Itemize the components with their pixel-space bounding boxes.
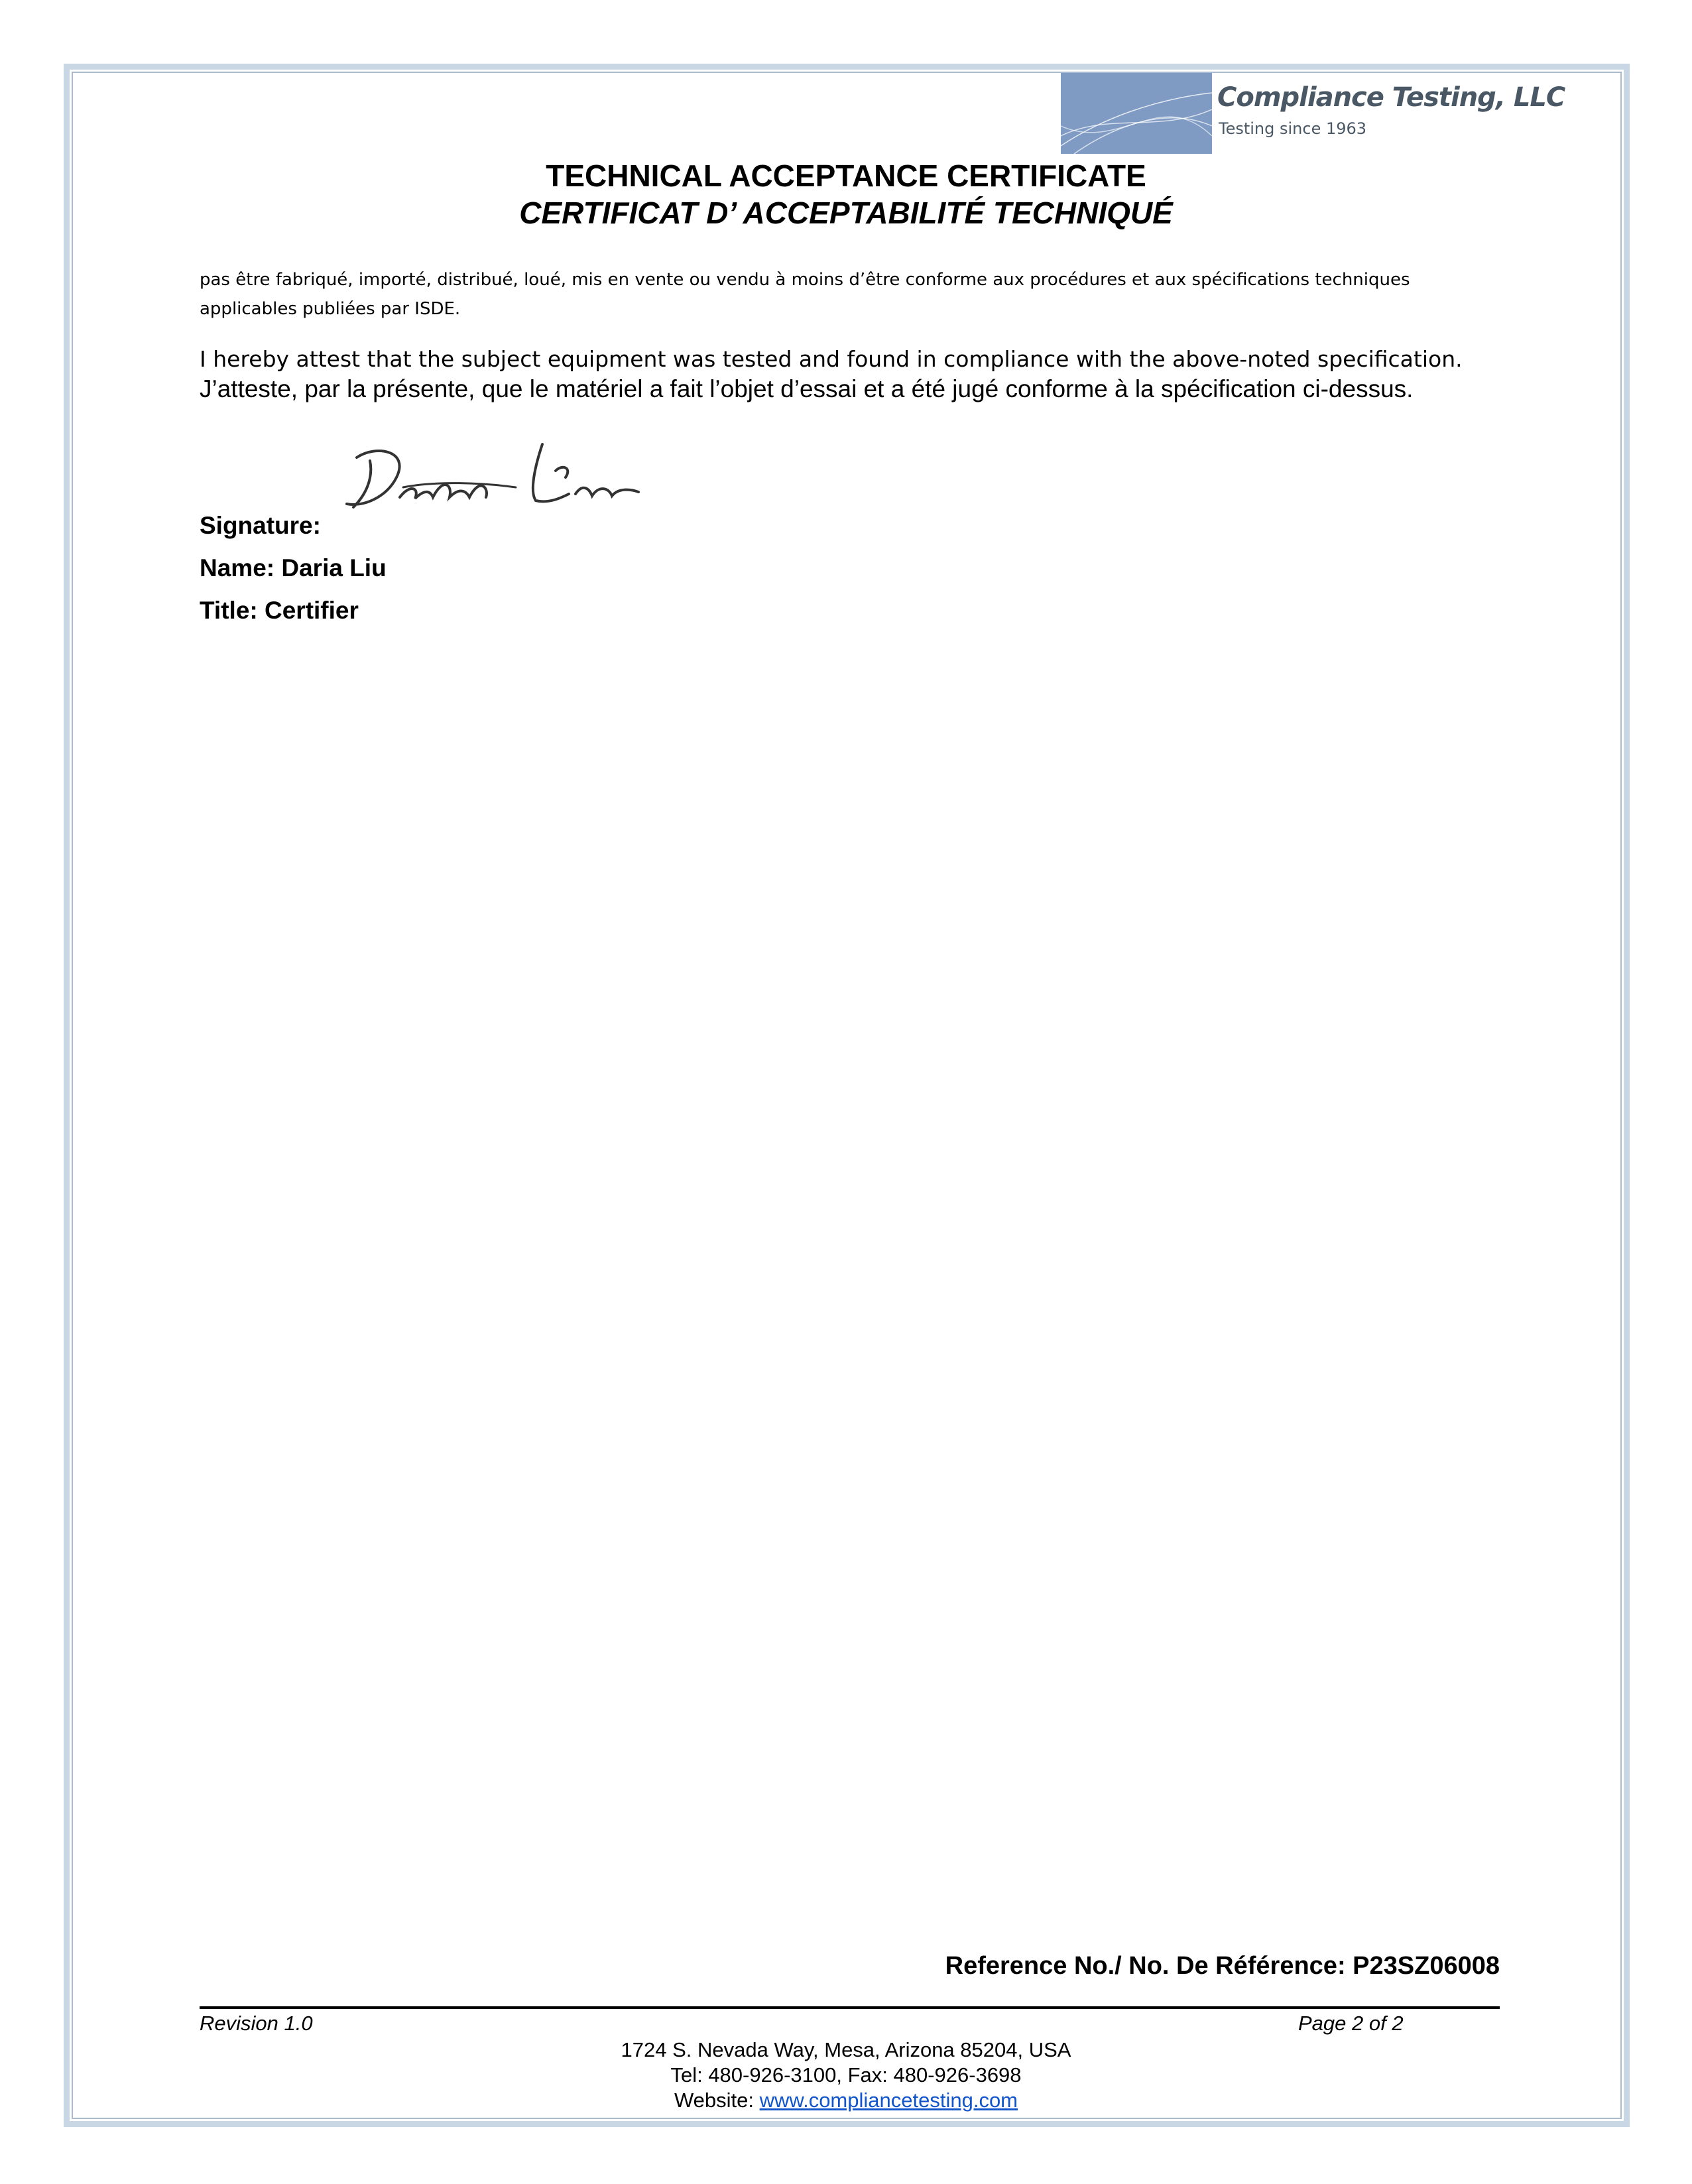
website-label: Website: — [674, 2089, 760, 2112]
footer-divider — [200, 2006, 1500, 2009]
company-name: Compliance Testing, LLC — [1217, 82, 1565, 113]
company-tagline: Testing since 1963 — [1219, 119, 1367, 138]
website-link[interactable]: www.compliancetesting.com — [759, 2089, 1018, 2112]
footer-address: 1724 S. Nevada Way, Mesa, Arizona 85204, USA — [621, 2038, 1071, 2061]
logo-graphic — [1061, 73, 1212, 154]
signatory-name: Name: Daria Liu — [200, 554, 387, 581]
attestation-fr: J’atteste, par la présente, que le matériel a fait l’objet d’essai et a été jugé conforme à la spécification ci-dessus. — [200, 375, 1414, 402]
page-number: Page 2 of 2 — [1298, 2012, 1404, 2035]
revision-label: Revision 1.0 — [200, 2012, 313, 2035]
signatory-title: Title: Certifier — [200, 597, 359, 624]
footer-website — [0, 2089, 1692, 2112]
footer-phone-fax: Tel: 480-926-3100, Fax: 480-926-3698 — [670, 2063, 1022, 2087]
continued-paragraph-fr: pas être fabriqué, importé, distribué, loué, mis en vente ou vendu à moins d’être conforme aux procédures et aux spécifications techniques applicables publiées par ISDE. — [200, 270, 1410, 319]
certificate-title-fr: CERTIFICAT D’ ACCEPTABILITÉ TECHNIQUÉ — [519, 196, 1173, 230]
handwritten-signature — [337, 431, 682, 530]
reference-number: Reference No./ No. De Référence: P23SZ06008 — [945, 1952, 1500, 1980]
attestation-en: I hereby attest that the subject equipment was tested and found in compliance with the above-noted specification. — [200, 346, 1463, 372]
certificate-title-en: TECHNICAL ACCEPTANCE CERTIFICATE — [546, 158, 1146, 193]
company-logo — [1061, 73, 1565, 154]
logo-swoosh-icon — [1061, 73, 1212, 154]
signature-label: Signature: — [200, 512, 321, 539]
